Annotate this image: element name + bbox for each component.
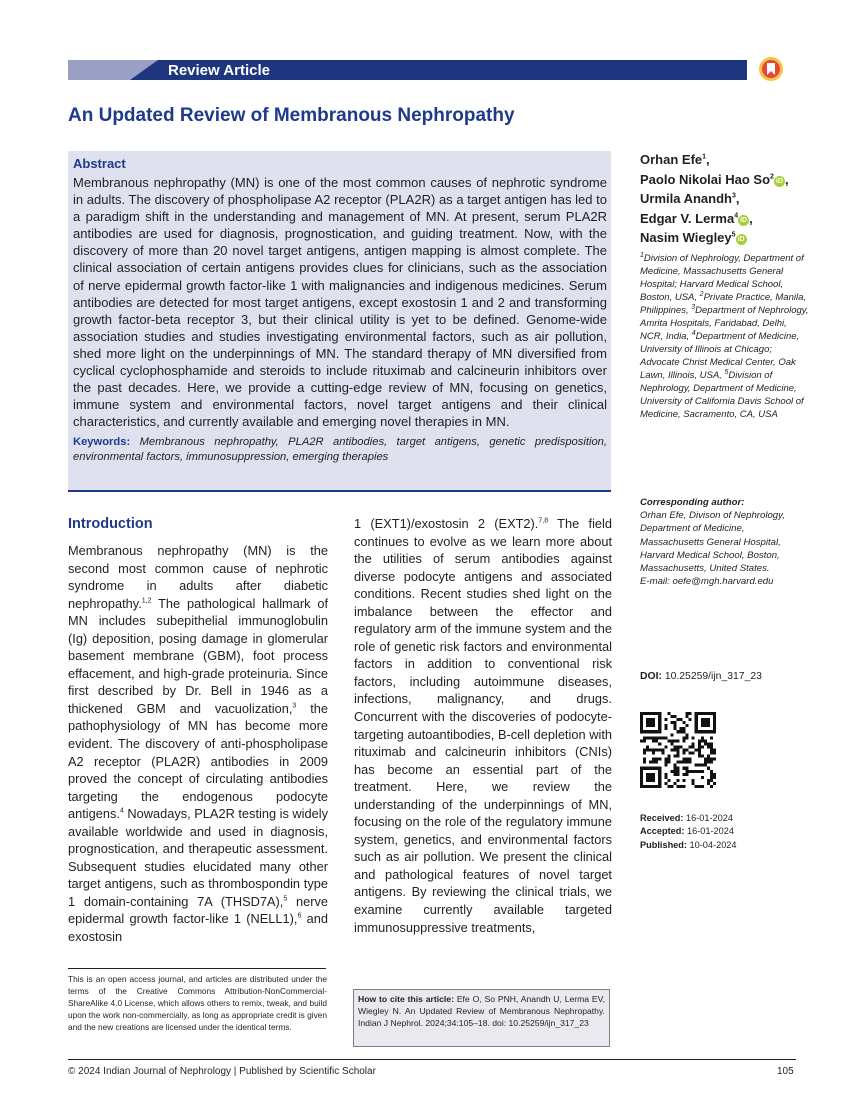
abstract-heading: Abstract: [73, 156, 126, 171]
affiliation-text: Division of Nephrology, Department of Medicine, Massachusetts General Hospital; Harvard Medical School, Boston, USA,: [640, 252, 804, 303]
article-title: An Updated Review of Membranous Nephropathy: [68, 105, 515, 126]
footer-journal: © 2024 Indian Journal of Nephrology | Published by Scientific Scholar: [68, 1066, 376, 1077]
section-label: Review Article: [168, 62, 270, 79]
author-list: [640, 150, 810, 248]
date-label: Received:: [640, 813, 684, 823]
author-name-text: Orhan Efe: [640, 152, 703, 167]
body-column-2: [354, 515, 612, 936]
author-sup: 2: [770, 173, 774, 181]
citation-ref[interactable]: 6: [297, 913, 302, 921]
body-text: Nowadays, PLA2R testing is widely available worldwide and used in diagnosis, prognostication, and therapeutic assessment. Subsequent studies elucidated many other target antigens, such as thrombospondin type 1 domain-containing 7A (THSD7A),: [68, 806, 328, 909]
affiliation-sup: 3: [691, 303, 696, 311]
corresponding-text: Orhan Efe, Divison of Nephrology, Department of Medicine, Massachusetts General Hospital, Harvard Medical School, Boston, Massachusetts, United States.: [640, 510, 785, 575]
license-divider: [68, 968, 326, 969]
affiliation-text: Department of Nephrology, Amrita Hospitals, Faridabad, Delhi, NCR, India,: [640, 304, 809, 342]
corresponding-email[interactable]: E-mail: oefe@mgh.harvard.edu: [640, 576, 774, 588]
citation-ref[interactable]: 7,8: [538, 517, 549, 525]
qr-code[interactable]: [640, 712, 716, 788]
keywords-text: Membranous nephropathy, PLA2R antibodies, target antigens, genetic predisposition, environmental factors, immunosuppression, emerging therapies: [73, 436, 607, 463]
corresponding-heading: Corresponding author:: [640, 497, 745, 508]
author-sup: 4: [734, 212, 739, 220]
date-value: 10-04-2024: [689, 839, 737, 850]
cite-text: Efe O, So PNH, Anandh U, Lerma EV, Wiegley N. An Updated Review of Membranous Nephropathy. Indian J Nephrol. 2024;34:105–18. doi: 10.25259/ijn_317_23: [358, 994, 605, 1028]
date-label: Published:: [640, 839, 687, 850]
body-text: the pathophysiology of MN has become more evident. The discovery of anti-phospholipase A2 receptor (PLA2R) antibodies in 2009 proved the concept of circulating antibodies targeting the endogenous podocyte antigens.: [68, 700, 328, 822]
author-name: Edgar V. Lerma$^4$iD ,: [640, 210, 753, 226]
doi[interactable]: [640, 671, 762, 682]
orcid-icon[interactable]: iD: [740, 216, 748, 224]
affiliation-sup: 2: [699, 290, 704, 298]
author-name: Urmila Anandh$^3$,: [640, 191, 740, 206]
cite-label: How to cite this article:: [358, 994, 454, 1004]
citation-ref[interactable]: 5: [283, 895, 288, 903]
affiliation-sup: 5: [724, 368, 729, 376]
body-text: The pathological hallmark of MN includes subepithelial immunoglobulin (Ig) deposition, posing damage in glomerular basement membrane (GBM), foot process effacement, and high-grade proteinuria. Since first described by Dr. Bell in 1946 as a thickened GBM and vacuolization,: [68, 595, 328, 716]
body-text: 1 (EXT1)/exostosin 2 (EXT2).: [354, 516, 539, 531]
doi-label: DOI:: [640, 671, 662, 682]
article-dates: [640, 812, 737, 852]
author-name: Paolo Nikolai Hao So$^2$iD ,: [640, 171, 789, 187]
check-for-updates-icon[interactable]: [758, 56, 784, 82]
author-sup: 3: [731, 192, 736, 200]
keywords: [73, 435, 607, 464]
how-to-cite-box: [353, 989, 610, 1047]
abstract-text: Membranous nephropathy (MN) is one of the most common causes of nephrotic syndrome in adults. The discovery of phospholipase A2 receptor (PLA2R) as a target antigen has led to a paradigm shift in the understanding and management of MN. At present, serum PLA2R antibodies are used for diagnosis, prognostication, and guiding treatment. Now, with the discovery of more than 20 novel target antigens, antigen mapping is almost complete. The clinical association of certain antigens provides clues for clinicians, such as the association of nerve epidermal growth factor-like 1 with malignancies and indigenous medicines. Serum antibodies are detected for most target antigens, except exostosin 1 and 2 and transforming growth factor-beta receptor 3, but their clinical utility is yet to be defined. Genome-wide association studies and studies investigating environmental factors, such as air pollution, shed more light on the underpinnings of MN. The standard therapy of MN diversified from cyclical cyclophosphamide and steroids to include rituximab and calcineurin inhibitors over the past decades. Here, we provide a cutting-edge review of MN, focusing on genetics, immune system and environmental factors, novel target antigens and their clinical characteristics, and currently available and emerging novel therapies in MN.: [73, 175, 607, 430]
author-name-text: Paolo Nikolai Hao So: [640, 171, 771, 187]
license-note: This is an open access journal, and articles are distributed under the terms of the Creative Commons Attribution-NonCommercial-ShareAlike 4.0 License, which allows others to remix, tweak, and build upon the work non-commercially, as long as appropriate credit is given and the new creations are licensed under the identical terms.: [68, 974, 327, 1033]
date-row: [640, 839, 737, 852]
affiliation-sup: 4: [691, 329, 696, 337]
body-column-1: [68, 542, 328, 946]
corresponding-author: [640, 496, 805, 588]
date-value: 16-01-2024: [685, 813, 733, 823]
author-name-text: Nasim Wiegley: [640, 230, 732, 245]
footer-divider: [68, 1059, 796, 1060]
affiliation-text: Department of Medicine, University of Illinois at Chicago; Advocate Christ Medical Center, Oak Lawn, Illinois, USA,: [640, 330, 800, 381]
page-number: 105: [777, 1066, 794, 1077]
author-name-text: Edgar V. Lerma: [640, 210, 735, 226]
body-text: Membranous nephropathy (MN) is the second most common cause of nephrotic syndrome in adults after diabetic nephropathy.: [68, 543, 328, 611]
author-name: Orhan Efe$^1$,: [640, 152, 710, 167]
citation-ref[interactable]: 3: [292, 702, 297, 710]
body-text: The field continues to evolve as we learn more about the utilities of serum antibodies against diverse podocyte antigens and associated conditions. Recent studies shed light on the imbalance between the effector and regulatory arm of the immune system and the role of genetic risk factors and environmental factors in addition to conventional risk factors, including autoimmune diseases, infections, malignancy, and drugs. Concurrent with the discoveries of podocyte-targeting autoantibodies, B-cell depletion with rituximab and calcineurin inhibitors (CNIs) has become an essential part of the treatment. Here, we review the understanding of the underpinnings of MN, focusing on the role of the regulatory immune system, genetics, and environmental factors such as air pollution. We present the clinical and pathological features of novel target antigens. By reviewing the clinical trials, we examine currently available targeted immunosuppressive treatments,: [354, 516, 612, 935]
keywords-label: Keywords:: [73, 436, 131, 449]
doi-value[interactable]: 10.25259/ijn_317_23: [664, 671, 762, 682]
affiliation-sup: 1: [640, 251, 644, 259]
date-row: [640, 812, 737, 825]
date-label: Accepted:: [640, 826, 685, 837]
abstract-box: [68, 151, 611, 492]
body-text: and exostosin: [68, 911, 328, 945]
affiliation-text: Private Practice, Manila, Philippines,: [640, 291, 807, 316]
authors-block: [640, 150, 810, 421]
orcid-icon[interactable]: iD: [775, 177, 783, 185]
date-value: 16-01-2024: [686, 826, 734, 837]
author-sup: 5: [731, 231, 736, 239]
author-sup: 1: [702, 153, 707, 161]
citation-ref[interactable]: 1,2: [141, 597, 152, 605]
author-name: [640, 228, 810, 248]
date-row: [640, 825, 737, 838]
affiliations: [640, 252, 810, 421]
citation-ref[interactable]: 4: [119, 807, 124, 815]
introduction-heading: Introduction: [68, 516, 153, 532]
author-name-text: Urmila Anandh: [640, 191, 732, 206]
orcid-icon[interactable]: iD: [737, 236, 745, 243]
body-text: nerve epidermal growth factor-like 1 (NELL1),: [68, 893, 328, 927]
affiliation-text: Division of Nephrology, Department of Medicine, University of California Davis School of Medicine, Sacramento, CA, USA: [640, 369, 804, 420]
